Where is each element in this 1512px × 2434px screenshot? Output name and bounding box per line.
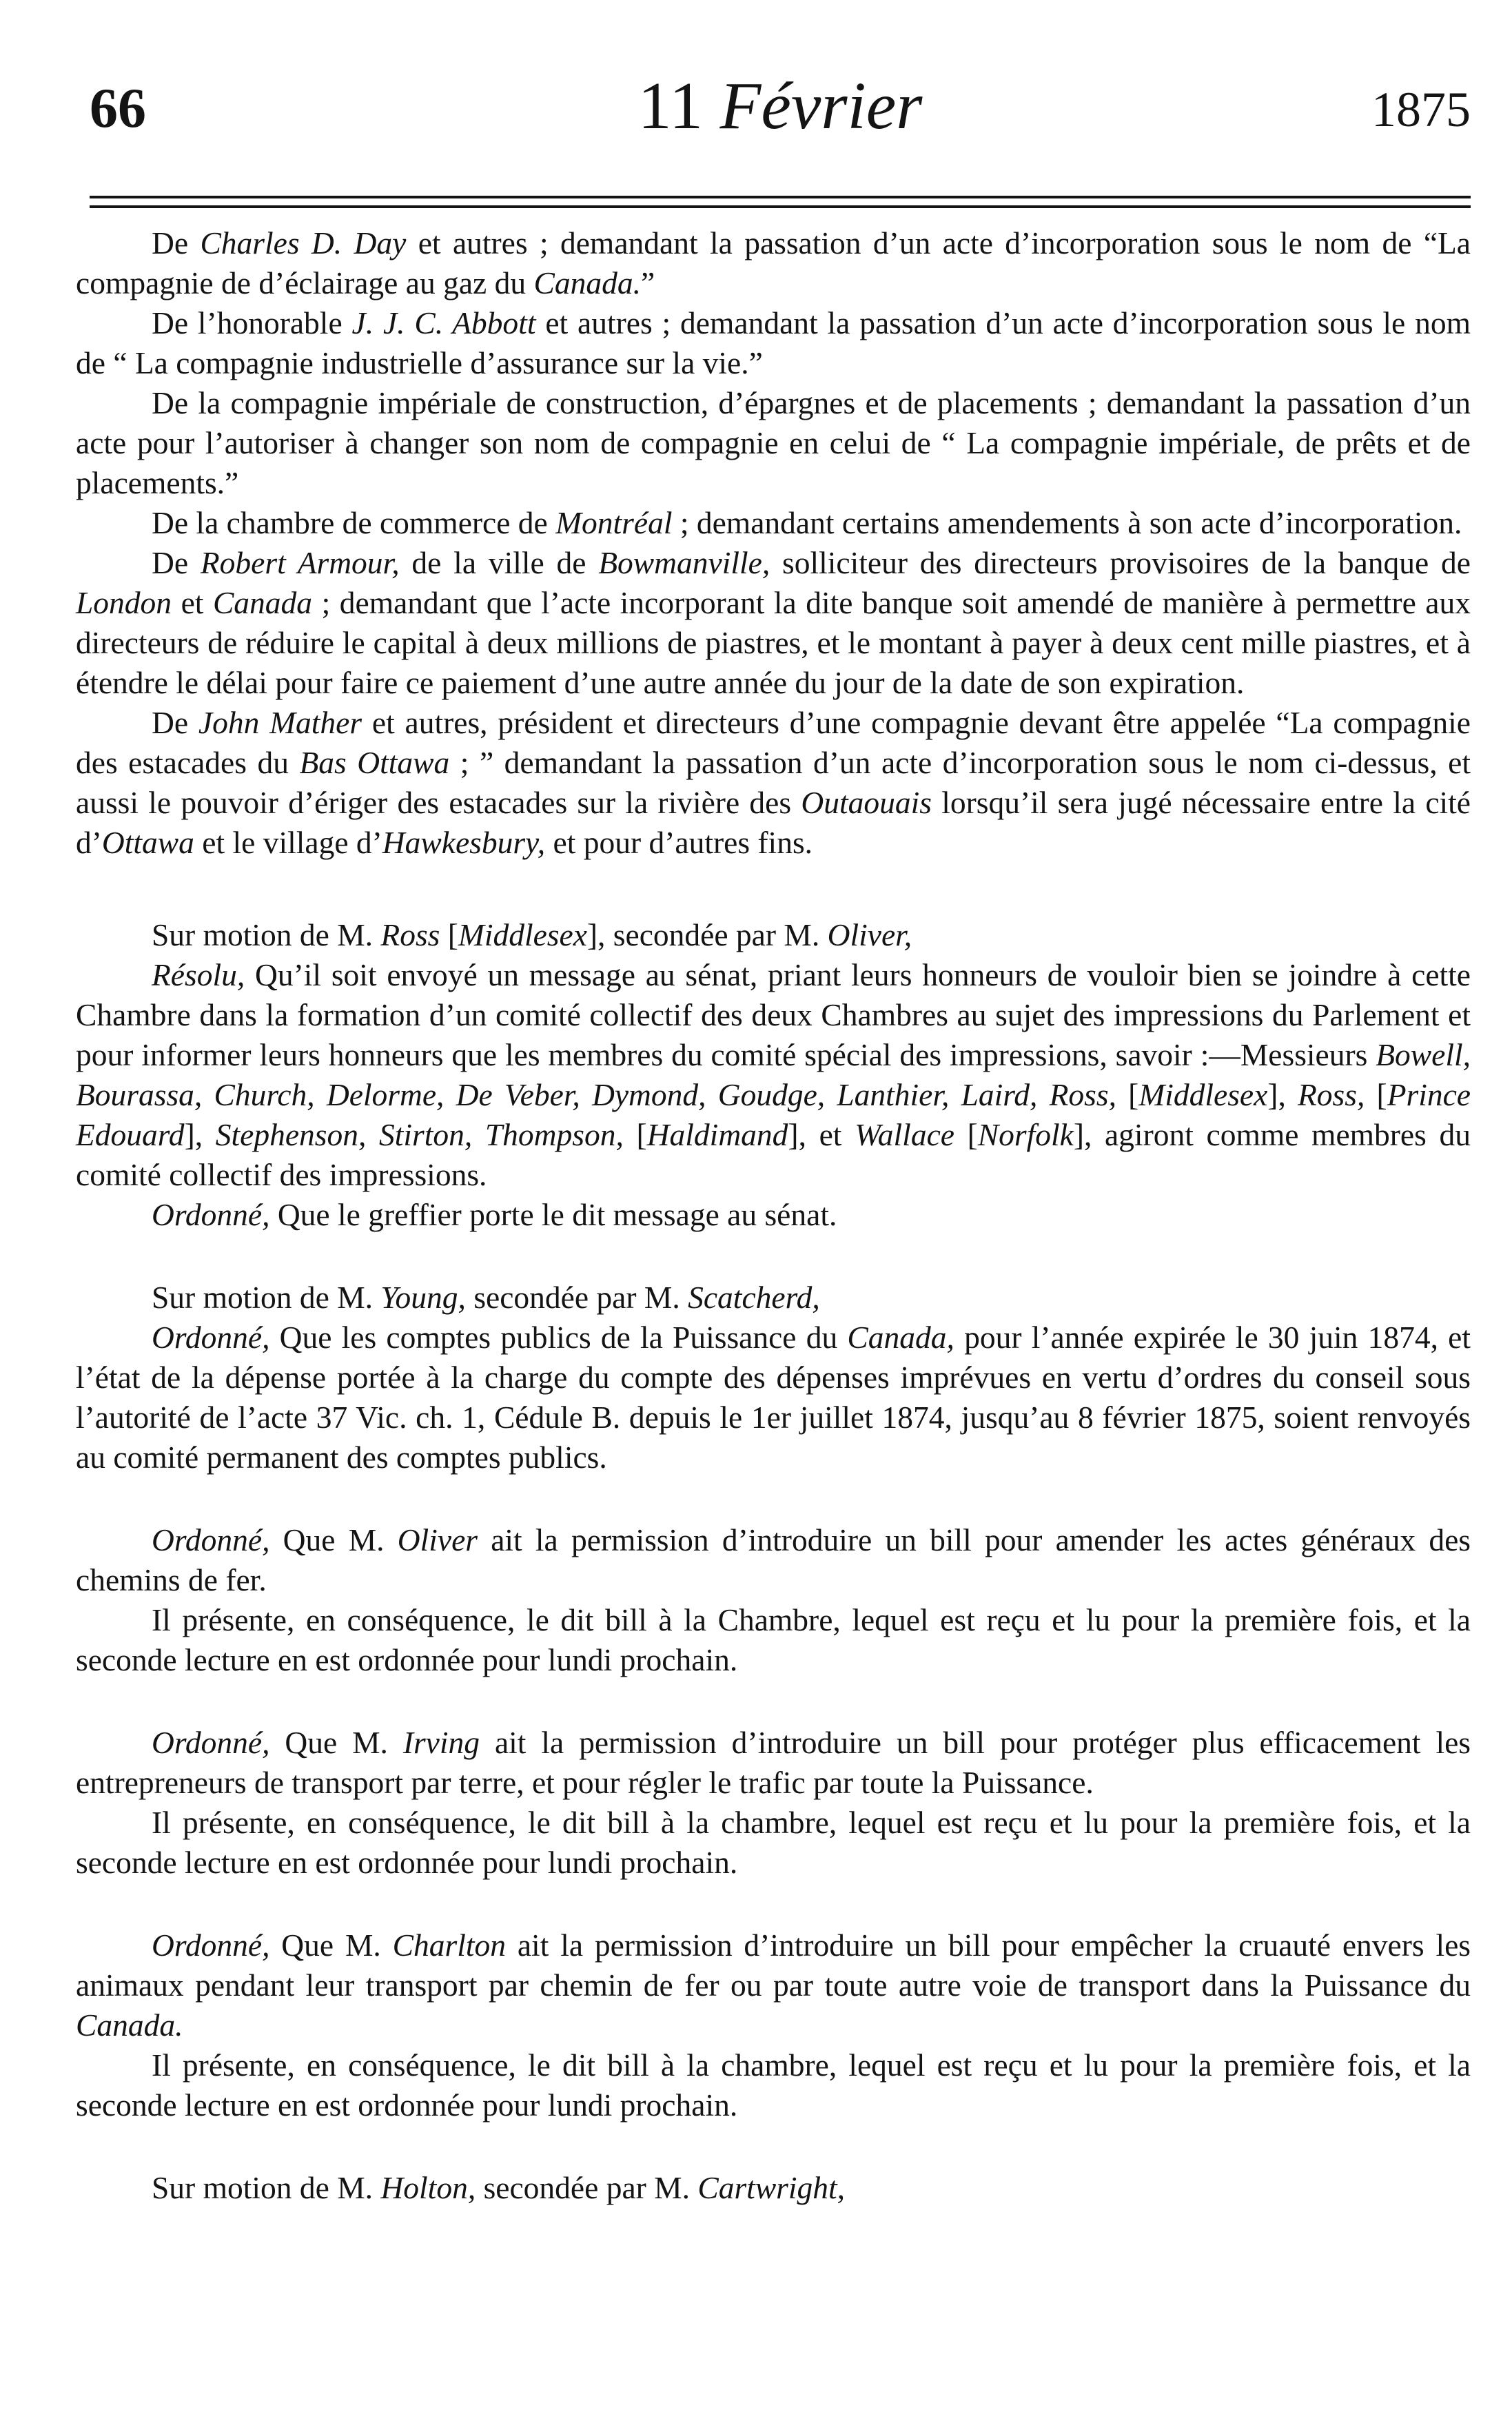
page-year: 1875 <box>1371 82 1471 137</box>
oliver-bill-first-reading: Il présente, en conséquence, le dit bill à la Chambre, lequel est reçu et lu pour la première fois, et la seconde lecture en est ordonnée pour lundi prochain. <box>76 1602 1471 1677</box>
order-public-accounts: Ordonné, Que les comptes publics de la Puissance du Canada, pour l’année expirée le 30 juin 1874, et l’état de la dépense portée à la charge du compte des dépenses imprévues en vertu d’ordres du conseil sous l’autorité de l’acte 37 Vic. ch. 1, Cédule B. depuis le 1er juillet 1874, jusqu’au 8 février 1875, soient renvoyés au comité permanent des comptes publics. <box>76 1320 1471 1475</box>
order-irving-bill: Ordonné, Que M. Irving ait la permission d’introduire un bill pour protéger plus efficacement les entrepreneurs de transport par terre, et pour régler le trafic par toute la Puissance. <box>76 1725 1471 1800</box>
motion-young: Sur motion de M. Young, secondée par M. Scatcherd, <box>152 1280 820 1315</box>
page-date <box>90 68 1471 145</box>
spacer <box>76 1883 1471 1925</box>
page-number: 66 <box>90 76 146 139</box>
petition-armour: De Robert Armour, de la ville de Bowmanville, solliciteur des directeurs provisoires de la banque de London et Canada ; demandant que l’acte incorporant la dite banque soit amendé de manière à permettre aux directeurs de réduire le capital à deux millions de piastres, et le montant à payer à deux cent mille piastres, et à étendre le délai pour faire ce paiement d’une autre année du jour de la date de son expiration. <box>76 545 1471 700</box>
spacer <box>76 863 1471 915</box>
charlton-bill-first-reading: Il présente, en conséquence, le dit bill à la chambre, lequel est reçu et lu pour la première fois, et la seconde lecture en est ordonnée pour lundi prochain. <box>76 2047 1471 2123</box>
date-day: 11 <box>637 69 703 143</box>
irving-bill-first-reading: Il présente, en conséquence, le dit bill à la chambre, lequel est reçu et lu pour la première fois, et la seconde lecture en est ordonnée pour lundi prochain. <box>76 1805 1471 1880</box>
order-oliver-bill: Ordonné, Que M. Oliver ait la permission d’introduire un bill pour amender les actes généraux des chemins de fer. <box>76 1522 1471 1597</box>
petition-mather: De John Mather et autres, président et directeurs d’une compagnie devant être appelée “La compagnie des estacades du Bas Ottawa ; ” demandant la passation d’un acte d’incorporation sous le nom ci-dessus, et aussi le pouvoir d’ériger des estacades sur la rivière des Outaouais lorsqu’il sera jugé nécessaire entre la cité d’Ottawa et le village d’Hawkesbury, et pour d’autres fins. <box>76 705 1471 860</box>
spacer <box>76 2125 1471 2168</box>
spacer <box>76 1235 1471 1278</box>
petition-abbott: De l’honorable J. J. C. Abbott et autres ; demandant la passation d’un acte d’incorporation sous le nom de “ La compagnie industrielle d’assurance sur la vie.” <box>76 305 1471 380</box>
order-charlton-bill: Ordonné, Que M. Charlton ait la permission d’introduire un bill pour empêcher la cruauté envers les animaux pendant leur transport par chemin de fer ou par toute autre voie de transport dans la Puissance du Canada. <box>76 1927 1471 2043</box>
motion-holton: Sur motion de M. Holton, secondée par M. Cartwright, <box>152 2170 846 2205</box>
spacer <box>76 1477 1471 1520</box>
petition-montreal: De la chambre de commerce de Montréal ; demandant certains amendements à son acte d’incorporation. <box>152 505 1462 540</box>
spacer <box>76 1680 1471 1723</box>
petition-day: De Charles D. Day et autres ; demandant la passation d’un acte d’incorporation sous le nom de “La compagnie de d’éclairage au gaz du Canada.” <box>76 225 1471 300</box>
page-body <box>76 223 1471 2208</box>
order-message-senate: Ordonné, Que le greffier porte le dit message au sénat. <box>152 1197 837 1232</box>
date-month: Février <box>719 69 923 143</box>
resolution-printing-committee: Résolu, Qu’il soit envoyé un message au sénat, priant leurs honneurs de vouloir bien se joindre à cette Chambre dans la formation d’un comité collectif des deux Chambres au sujet des impressions du Parlement et pour informer leurs honneurs que les membres du comité spécial des impressions, savoir :—Messieurs Bowell, Bourassa, Church, Delorme, De Veber, Dymond, Goudge, Lanthier, Laird, Ross, [Middlesex], Ross, [Prince Edouard], Stephenson, Stirton, Thompson, [Haldimand], et Wallace [Norfolk], agiront comme membres du comité collectif des impressions. <box>76 957 1471 1192</box>
page-header <box>90 48 1471 158</box>
motion-ross: Sur motion de M. Ross [Middlesex], secondée par M. Oliver, <box>152 917 912 952</box>
header-rule-top <box>90 196 1471 198</box>
petition-imperiale: De la compagnie impériale de construction, d’épargnes et de placements ; demandant la passation d’un acte pour l’autoriser à changer son nom de compagnie en celui de “ La compagnie impériale, de prêts et de placements.” <box>76 385 1471 500</box>
header-rule-bottom <box>90 205 1471 208</box>
